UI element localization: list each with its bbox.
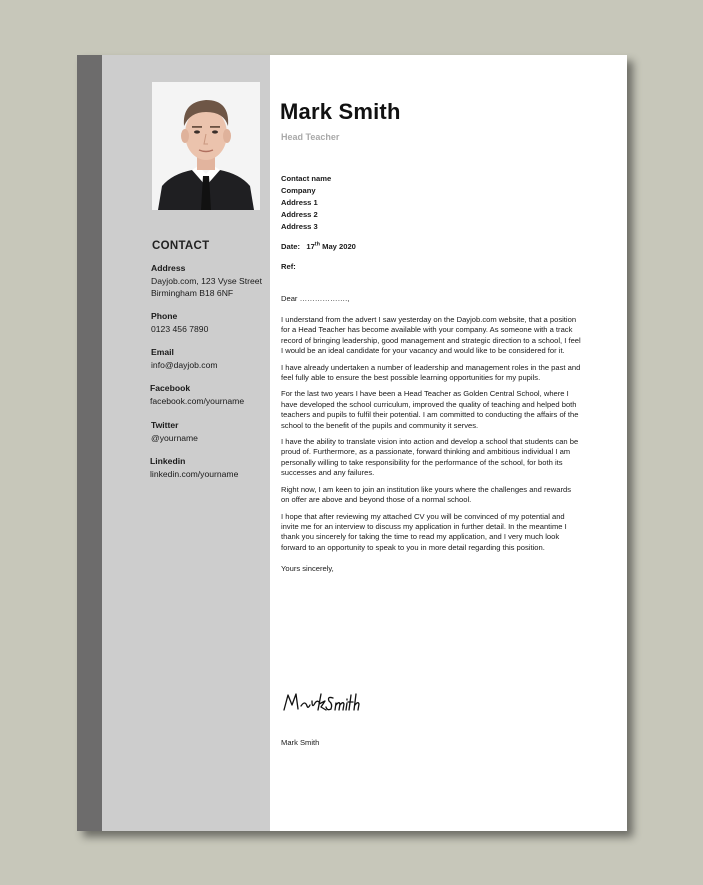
paragraph: I have already undertaken a number of leadership and management roles in the past and feel fully able to ensure the best possible learning opportunities for my pupils. [281,362,581,383]
address-line-2: Birmingham B18 6NF [151,288,234,298]
paragraph: I hope that after reviewing my attached CV you will be convinced of my potential and invite me for an interview to discuss my application in further detail. In the meantime I thank you sincerely for taking the time to read my application, and I very much look forward to an opportunity to speak to you in more detail regarding this position. [281,511,567,552]
email-value: info@dayjob.com [151,359,218,370]
email-label: Email [151,347,174,357]
contact-linkedin [150,455,238,480]
twitter-label: Twitter [151,420,179,430]
profile-photo [152,82,260,210]
recipient-line: Contact name [281,174,332,183]
cv-page [77,55,627,831]
paragraph: I understand from the advert I saw yesterday on the Dayjob.com website, that a position for a Head Teacher has become available with your company. As someone with a track record of bringing leadership, good management and strategic direction to a school, I feel I would be an ideal candidate for your vacancy and would like to be considered for it. [281,315,581,356]
recipient-line: Address 3 [281,222,318,231]
linkedin-value: linkedin.com/yourname [150,468,239,479]
address-label: Address [151,263,186,273]
paragraph: Right now, I am keen to join an institution like yours where the challenges and rewards on offer are above and beyond those of a normal school. [281,484,571,505]
recipient-line: Address 1 [281,198,318,207]
address-line-1: Dayjob.com, 123 Vyse Street [151,275,262,286]
letter-date [281,241,581,253]
letter-body [281,173,581,575]
contact-phone [151,310,208,335]
phone-label: Phone [151,311,178,321]
date-rest: May 2020 [322,242,356,251]
closing: Yours sincerely, [281,564,334,574]
recipient-line: Company [281,186,316,195]
date-day: 17 [306,242,315,251]
paragraph: For the last two years I have been a Head Teacher as Golden Central School, where I have developed the school curriculum, improved the quality of teaching and helped both teachers and pupils to fulfil their potential. I am committed to conducting the affairs of the school to the benefit of the pupils and community it serves. [281,389,579,430]
contact-address [151,262,262,300]
recipient-line: Address 2 [281,210,318,219]
recipient-block [281,173,581,233]
date-label: Date: [281,242,300,251]
signed-name: Mark Smith [281,738,320,747]
left-stripe [77,55,102,831]
contact-facebook [150,382,244,407]
facebook-label: Facebook [150,383,191,393]
handwritten-signature [281,690,361,721]
date-suffix: th [314,241,320,248]
contact-heading: CONTACT [152,240,210,252]
salutation: Dear ………………., [281,294,350,303]
contact-twitter [151,419,198,444]
facebook-value: facebook.com/yourname [150,395,245,406]
sender-title: Head Teacher [281,132,340,142]
twitter-value: @yourname [151,432,198,443]
sender-name: Mark Smith [280,99,401,124]
sidebar [102,55,270,831]
phone-value: 0123 456 7890 [151,323,209,334]
letter-ref: Ref: [281,262,296,271]
paragraph: I have the ability to translate vision into action and develop a school that students can be proud of. Furthermore, as a passionate, forward thinking and ambitious individual I am personally willing to take responsibility for the performance of the school, for both its successes and any failures. [281,437,579,478]
linkedin-label: Linkedin [150,456,186,466]
contact-email [151,346,218,371]
